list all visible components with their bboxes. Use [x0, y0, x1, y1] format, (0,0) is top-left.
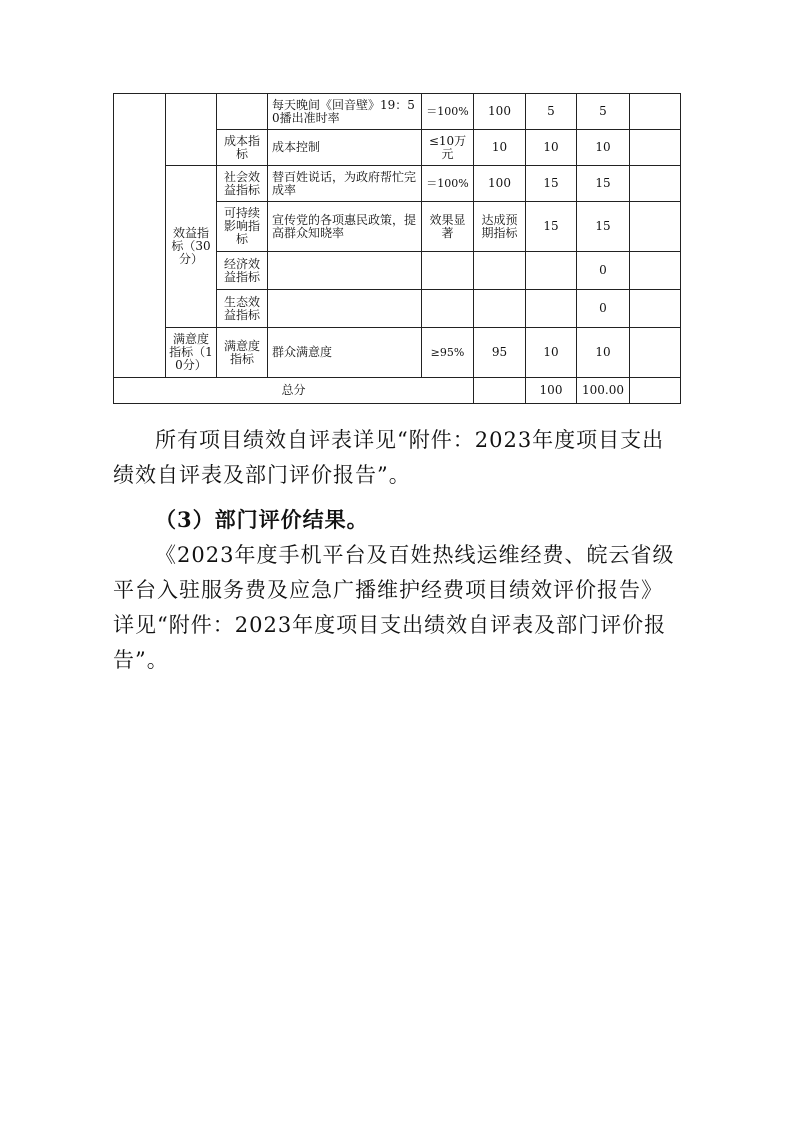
note-cell: [630, 202, 681, 252]
score-cell: 10: [577, 130, 630, 166]
metric-cell: 替百姓说话，为政府帮忙完成率: [268, 166, 422, 202]
target-cell: ＝100%: [422, 166, 474, 202]
actual-cell: 10: [474, 130, 526, 166]
l3-cell: 经济效益指标: [217, 252, 268, 290]
weight-cell: 15: [526, 166, 577, 202]
weight-cell: 10: [526, 328, 577, 378]
target-cell: 效果显著: [422, 202, 474, 252]
weight-cell: 10: [526, 130, 577, 166]
metric-cell: [268, 252, 422, 290]
actual-cell: 达成预期指标: [474, 202, 526, 252]
actual-cell: 100: [474, 166, 526, 202]
metric-cell: [268, 290, 422, 328]
l3-cell: 可持续影响指标: [217, 202, 268, 252]
total-score: 100.00: [577, 378, 630, 404]
weight-cell: 5: [526, 94, 577, 130]
section-heading: （3）部门评价结果。: [155, 507, 369, 532]
total-weight: 100: [526, 378, 577, 404]
score-cell: 5: [577, 94, 630, 130]
total-label: 总分: [114, 378, 474, 404]
total-row: [114, 378, 681, 404]
weight-cell: [526, 252, 577, 290]
target-cell: ＝100%: [422, 94, 474, 130]
note-cell: [630, 252, 681, 290]
performance-table: [113, 93, 681, 404]
paragraph-attachment-note: 所有项目绩效自评表详见“附件：2023年度项目支出绩效自评表及部门评价报告”。: [113, 428, 665, 487]
note-cell: [630, 166, 681, 202]
target-cell: [422, 252, 474, 290]
actual-cell: [474, 252, 526, 290]
weight-cell: [526, 290, 577, 328]
l3-cell: 满意度指标: [217, 328, 268, 378]
l3-cell: 社会效益指标: [217, 166, 268, 202]
weight-cell: 15: [526, 202, 577, 252]
metric-cell: 群众满意度: [268, 328, 422, 378]
l3-cell: [217, 94, 268, 130]
l2-cell: 效益指标（30分）: [166, 166, 217, 328]
score-cell: 15: [577, 202, 630, 252]
note-cell: [630, 94, 681, 130]
note-cell: [630, 130, 681, 166]
l3-cell: 生态效益指标: [217, 290, 268, 328]
actual-cell: [474, 290, 526, 328]
l2-cell: [166, 94, 217, 166]
total-note: [630, 378, 681, 404]
actual-cell: 100: [474, 94, 526, 130]
paragraph-evaluation-report: 《2023年度手机平台及百姓热线运维经费、皖云省级平台入驻服务费及应急广播维护经费项目绩效评价报告》详见“附件：2023年度项目支出绩效自评表及部门评价报告”。: [113, 543, 675, 672]
total-actual: [474, 378, 526, 404]
l3-cell: 成本指标: [217, 130, 268, 166]
note-cell: [630, 328, 681, 378]
target-cell: ≤10万元: [422, 130, 474, 166]
table-row: [114, 166, 681, 202]
actual-cell: 95: [474, 328, 526, 378]
metric-cell: 宣传党的各项惠民政策，提高群众知晓率: [268, 202, 422, 252]
l1-cell: [114, 94, 166, 378]
score-cell: 0: [577, 290, 630, 328]
score-cell: 0: [577, 252, 630, 290]
table-row: [114, 328, 681, 378]
metric-cell: 成本控制: [268, 130, 422, 166]
table-row: [114, 94, 681, 130]
target-cell: [422, 290, 474, 328]
score-cell: 10: [577, 328, 630, 378]
l2-cell: 满意度指标（10分）: [166, 328, 217, 378]
metric-cell: 每天晚间《回音壁》19：50播出准时率: [268, 94, 422, 130]
target-cell: ≥95%: [422, 328, 474, 378]
note-cell: [630, 290, 681, 328]
score-cell: 15: [577, 166, 630, 202]
